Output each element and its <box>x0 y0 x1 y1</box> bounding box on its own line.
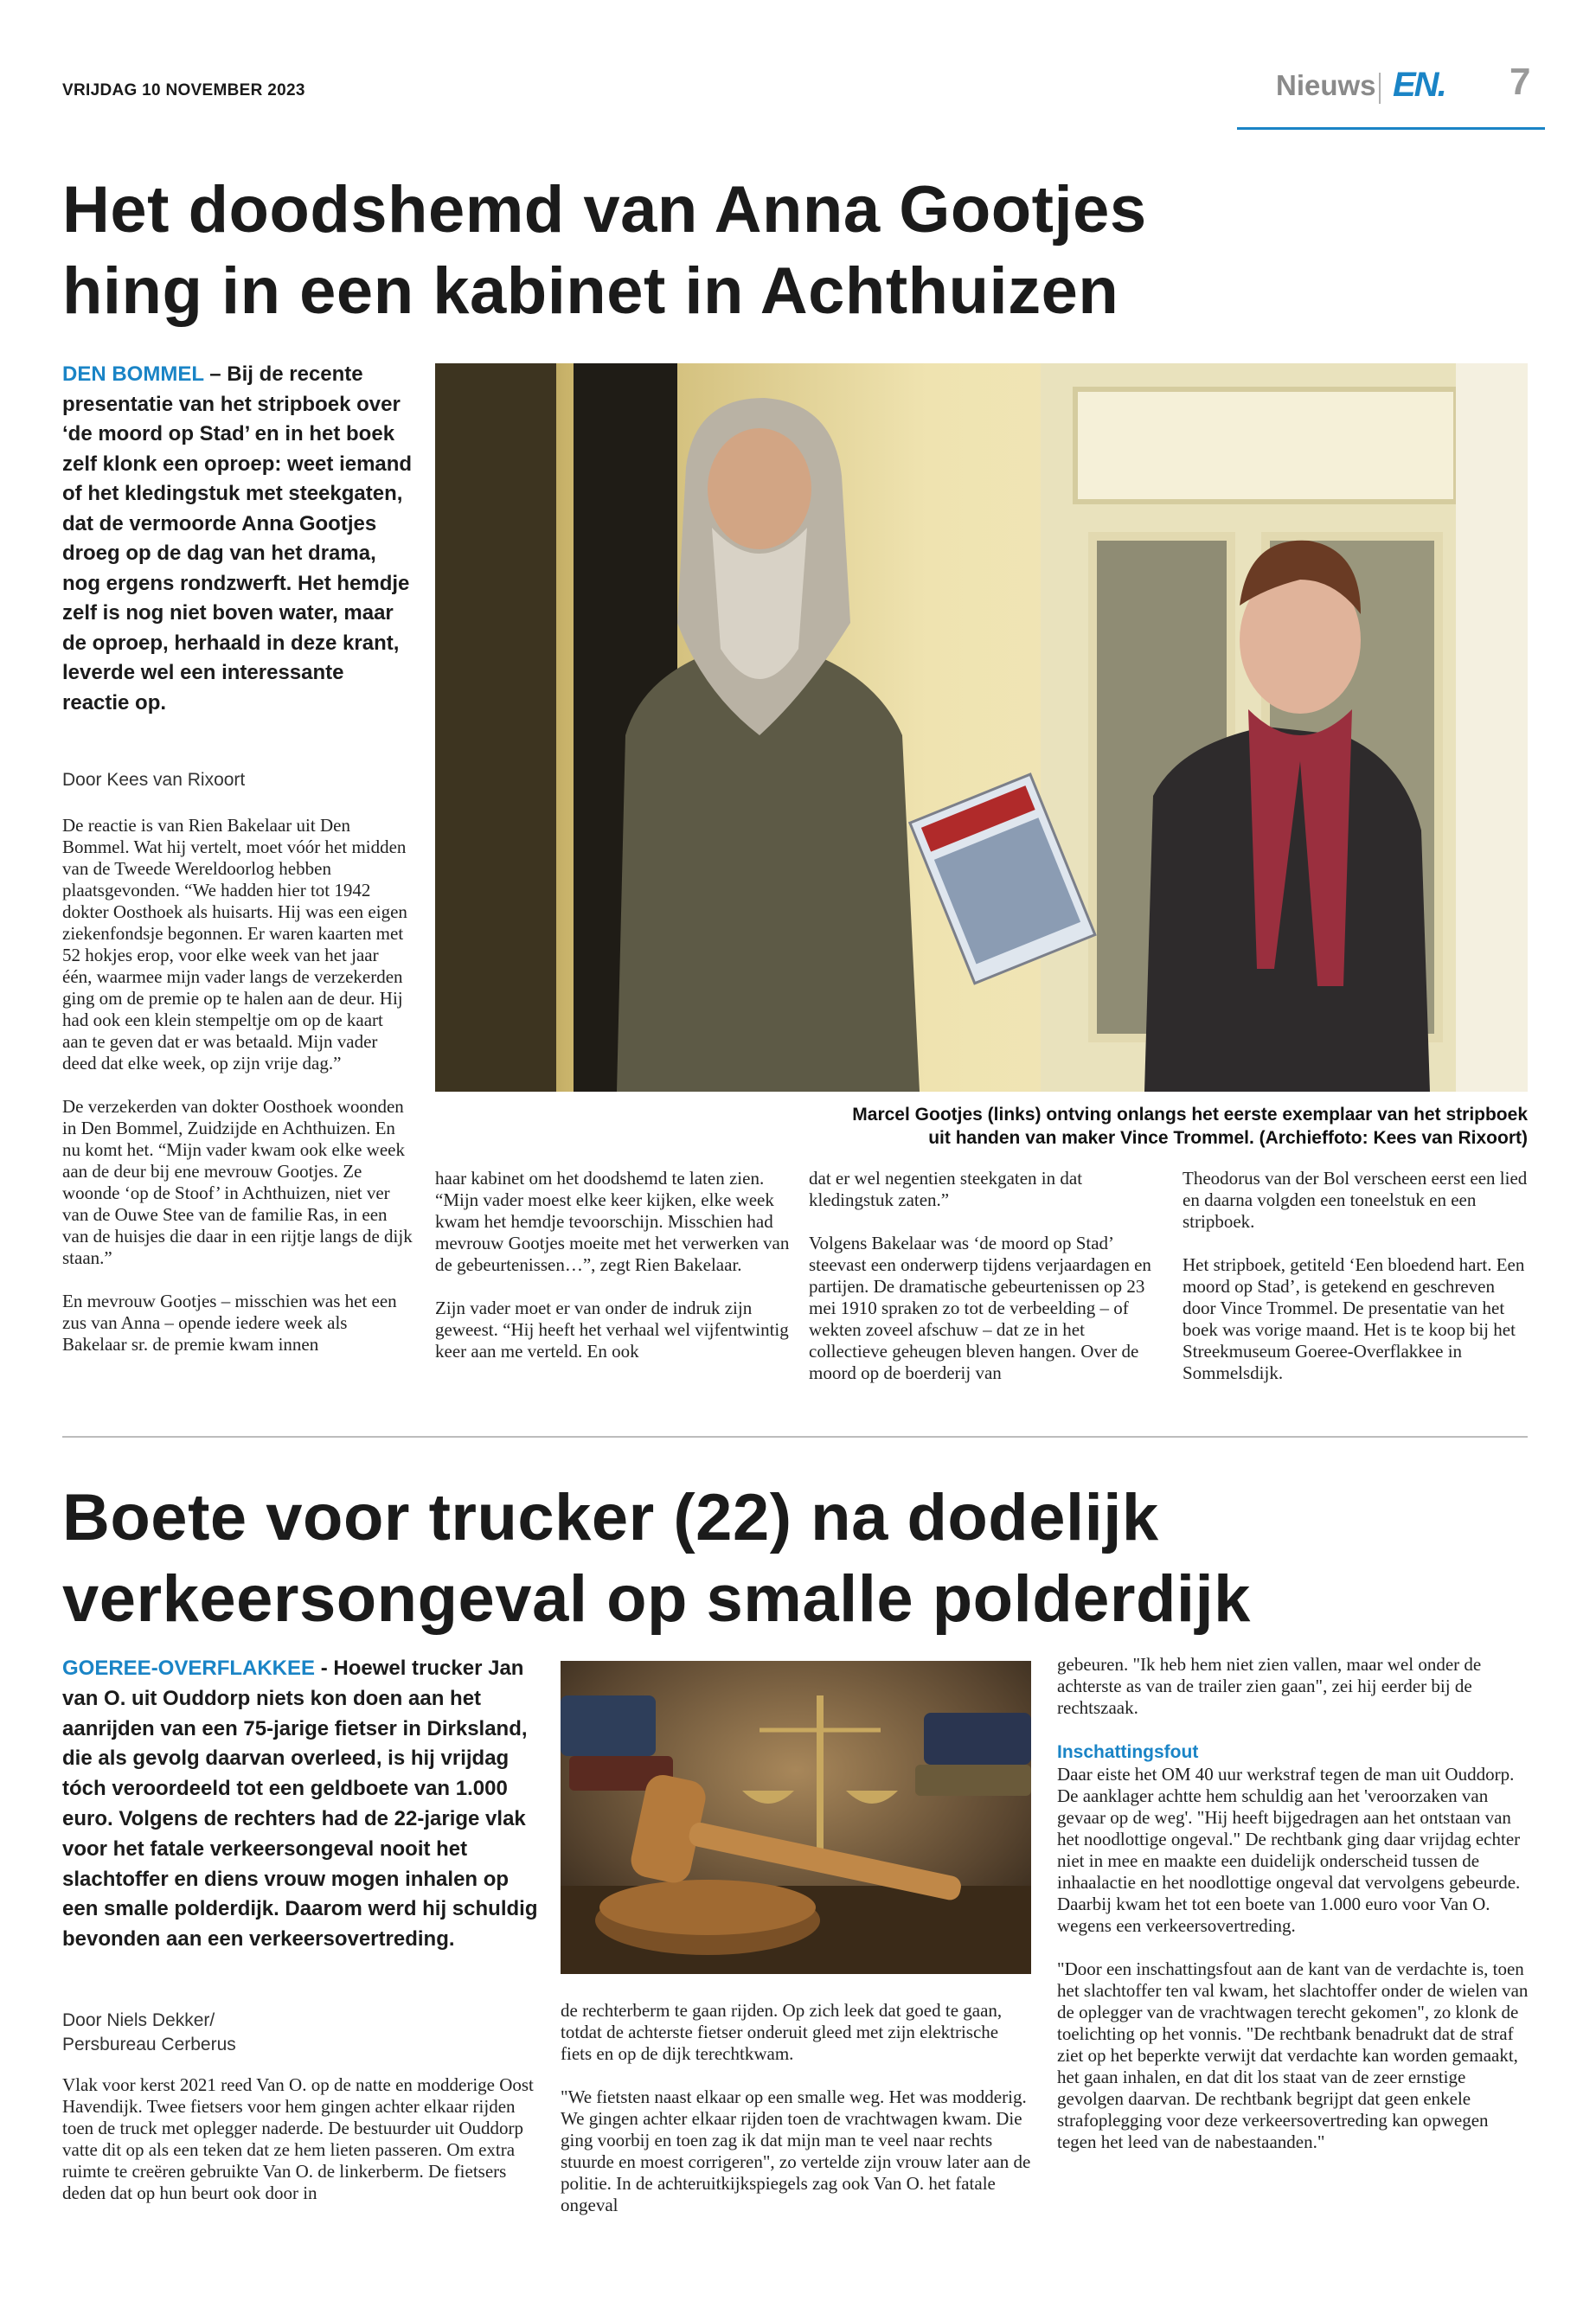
headline-line: verkeersongeval op smalle polderdijk <box>62 1562 1251 1636</box>
newspaper-logo: EN. <box>1393 66 1445 104</box>
article1-caption <box>435 1103 1528 1150</box>
paragraph: "Door een inschattingsfout aan de kant van de verdachte is, toen het slachtoffer ten val kwam, het slachtoffer onder de wielen van de oplegger van de vrachtwagen terecht gekomen", zo klonk de toelichting op het vonnis. "De rechtbank benadrukt dat de straf ziet op het beperkte verwijt dat verdachte kan worden gemaakt, het gaan inhalen, en dat dit los staat van de zeer ernstige gevolgen daarvan. De rechtbank begrijpt dat geen enkele strafoplegging voor deze verkeersovertreding kan opwegen tegen het leed van de nabestaanden." <box>1057 1958 1529 2152</box>
headline-line: Het doodshemd van Anna Gootjes <box>62 173 1147 247</box>
paragraph: En mevrouw Gootjes – misschien was het een zus van Anna – opende iedere week als Bakelaar sr. de premie kwam innen <box>62 1291 397 1355</box>
article1-place: DEN BOMMEL <box>62 362 204 386</box>
article2-intro-text: - Hoewel trucker Jan van O. uit Ouddorp niets kon doen aan het aanrijden van een 75-jarige fietser in Dirksland, die als gevolg daarvan overleed, is hij vrijdag tóch veroordeeld tot een geldboete van 1.000 euro. Volgens de rechters had de 22-jarige vlak voor het fatale verkeersongeval nooit het slachtoffer en diens vrouw mogen inhalen op een smalle polderdijk. Daarom werd hij schuldig bevonden aan een verkeersovertreding. <box>62 1657 538 1952</box>
article1-column-3 <box>809 1168 1163 1406</box>
paragraph: gebeuren. "Ik heb hem niet zien vallen, maar wel onder de achterste as van de trailer zien gaan", zei hij eerder bij de rechtszaak. <box>1057 1654 1482 1718</box>
article2-place: GOEREE-OVERFLAKKEE <box>62 1657 316 1680</box>
article1-headline <box>62 170 1360 332</box>
paragraph: Het stripboek, getiteld ‘Een bloedend hart. Een moord op Stad’, is getekend en geschreven door Vince Trommel. De presentatie van het boek was vorige maand. Het is te koop bij het Streekmuseum Goeree-Overflakkee in Sommelsdijk. <box>1183 1254 1525 1383</box>
paragraph: Zijn vader moet er van onder de indruk zijn geweest. “Hij heeft het verhaal wel vijfentwintig keer aan me verteld. En ook <box>435 1298 789 1362</box>
article1-column-4 <box>1183 1168 1529 1406</box>
article1-column-2 <box>435 1168 790 1384</box>
byline-line: Persbureau Cerberus <box>62 2035 236 2054</box>
article1-intro-text: – Bij de recente presentatie van het stripboek over ‘de moord op Stad’ en in het boek zelf klonk een oproep: weet iemand of het kledingstuk met steekgaten, dat de vermoorde Anna Gootjes droeg op de dag van het drama, nog ergens rondzwerft. Het hemdje zelf is nog niet boven water, maar de oproep, herhaald in deze krant, leverde wel een interessante reactie op. <box>62 362 413 715</box>
paragraph: de rechterberm te gaan rijden. Op zich leek dat goed te gaan, totdat de achterste fietser onderuit gleed met zijn elektrische fiets en op de dijk terechtkwam. <box>561 2000 1003 2064</box>
header-rule <box>1237 127 1545 130</box>
headline-line: Boete voor trucker (22) na dodelijk <box>62 1481 1159 1554</box>
article2-byline <box>62 2009 547 2057</box>
paragraph: De verzekerden van dokter Oosthoek woonden in Den Bommel, Zuidzijde en Achthuizen. En nu komt het. “Mijn vader kwam ook elke week aan de deur bij ene mevrouw Gootjes. Ze woonde ‘op de Stoof’ in Achthuizen, niet ver van de Ouwe Stee van de familie Ras, in een van de huisjes die daar in een rijtje langs de dijk staan.” <box>62 1096 413 1268</box>
paragraph: De reactie is van Rien Bakelaar uit Den Bommel. Wat hij vertelt, moet vóór het midden van de Tweede Wereldoorlog hebben plaatsgevonden. “We hadden hier tot 1942 dokter Oosthoek als huisarts. Hij was een eigen ziekenfondsje begonnen. Er waren kaarten met 52 hokjes erop, voor elke week van het jaar één, waarmee mijn vader langs de verzekerden ging om de premie op te halen aan de deur. Hij had ook een klein stempeltje om op de kaart aan te geven dat er was betaald. Mijn vader deed dat elke week, op zijn vrije dag.” <box>62 815 407 1074</box>
gavel-illustration <box>561 1661 1031 1974</box>
article2-intro <box>62 1654 547 1955</box>
article1-intro <box>62 360 413 718</box>
article2-subhead: Inschattingsfout <box>1057 1742 1199 1762</box>
paragraph: Volgens Bakelaar was ‘de moord op Stad’ steevast een onderwerp tijdens verjaardagen en partijen. De dramatische gebeurtenissen op 23 mei 1910 spraken zo tot de verbeelding – of wekten zoveel afschuw – dat ze in het collectieve geheugen bleven hangen. Over de moord op de boerderij van <box>809 1233 1151 1383</box>
article2-column-2 <box>561 2000 1031 2238</box>
article2-photo <box>561 1661 1031 1974</box>
article2-column-1 <box>62 2074 547 2226</box>
caption-line: uit handen van maker Vince Trommel. (Archieffoto: Kees van Rixoort) <box>928 1128 1528 1148</box>
byline-line: Door Niels Dekker/ <box>62 2010 215 2030</box>
paragraph: "We fietsten naast elkaar op een smalle weg. Het was modderig. We gingen achter elkaar rijden toen de vrachtwagen kwam. Die ging voorbij en toen zag ik dat mijn man te veel naar rechts stuurde en moest corrigeren", zo vertelde zijn vrouw later aan de politie. In de achteruitkijkspiegels zag ook Van O. het fatale ongeval <box>561 2086 1031 2215</box>
paragraph: dat er wel negentien steekgaten in dat kledingstuk zaten.” <box>809 1168 1083 1210</box>
article1-column-1 <box>62 815 413 1377</box>
article1-byline: Door Kees van Rixoort <box>62 770 246 790</box>
issue-date: VRIJDAG 10 NOVEMBER 2023 <box>62 81 305 99</box>
article1-photo <box>435 363 1528 1092</box>
headline-line: hing in een kabinet in Achthuizen <box>62 254 1119 328</box>
section-label: Nieuws <box>1276 69 1376 101</box>
caption-line: Marcel Gootjes (links) ontving onlangs het eerste exemplaar van het stripboek <box>852 1105 1528 1125</box>
article-divider <box>62 1436 1528 1438</box>
paragraph: Vlak voor kerst 2021 reed Van O. op de natte en modderige Oost Havendijk. Twee fietsers voor hem gingen achter elkaar rijden toen de truck met oplegger naderde. De bestuurder uit Ouddorp vatte dit op als een teken dat ze hem lieten passeren. Om extra ruimte te creëren gebruikte Van O. de linkerberm. De fietsers deden dat op hun beurt ook door in <box>62 2074 534 2203</box>
paragraph: Theodorus van der Bol verscheen eerst een lied en daarna volgden een toneelstuk en een stripboek. <box>1183 1168 1528 1232</box>
header-separator <box>1379 73 1381 104</box>
photo-illustration <box>435 363 1528 1092</box>
article2-headline <box>62 1477 1360 1640</box>
page-number: 7 <box>1509 61 1531 103</box>
article2-column-3 <box>1057 1654 1529 2175</box>
paragraph: haar kabinet om het doodshemd te laten zien. “Mijn vader moest elke keer kijken, elke week kwam het hemdje tevoorschijn. Misschien had mevrouw Gootjes moeite met het verwerken van de gebeurtenissen…”, zegt Rien Bakelaar. <box>435 1168 790 1275</box>
paragraph: Daar eiste het OM 40 uur werkstraf tegen de man uit Ouddorp. De aanklager achtte hem schuldig aan het 'veroorzaken van gevaar op de weg'. "Hij heeft bijgedragen aan het ontstaan van het noodlottige ongeval." De rechtbank ging daar vrijdag echter niet in mee en maakte een duidelijk onderscheid tussen de inhaalactie en het noodlottige ongeval dat vervolgens gebeurde. Daarbij kwam het tot een boete van 1.000 euro voor Van O. wegens een verkeersovertreding. <box>1057 1764 1521 1936</box>
